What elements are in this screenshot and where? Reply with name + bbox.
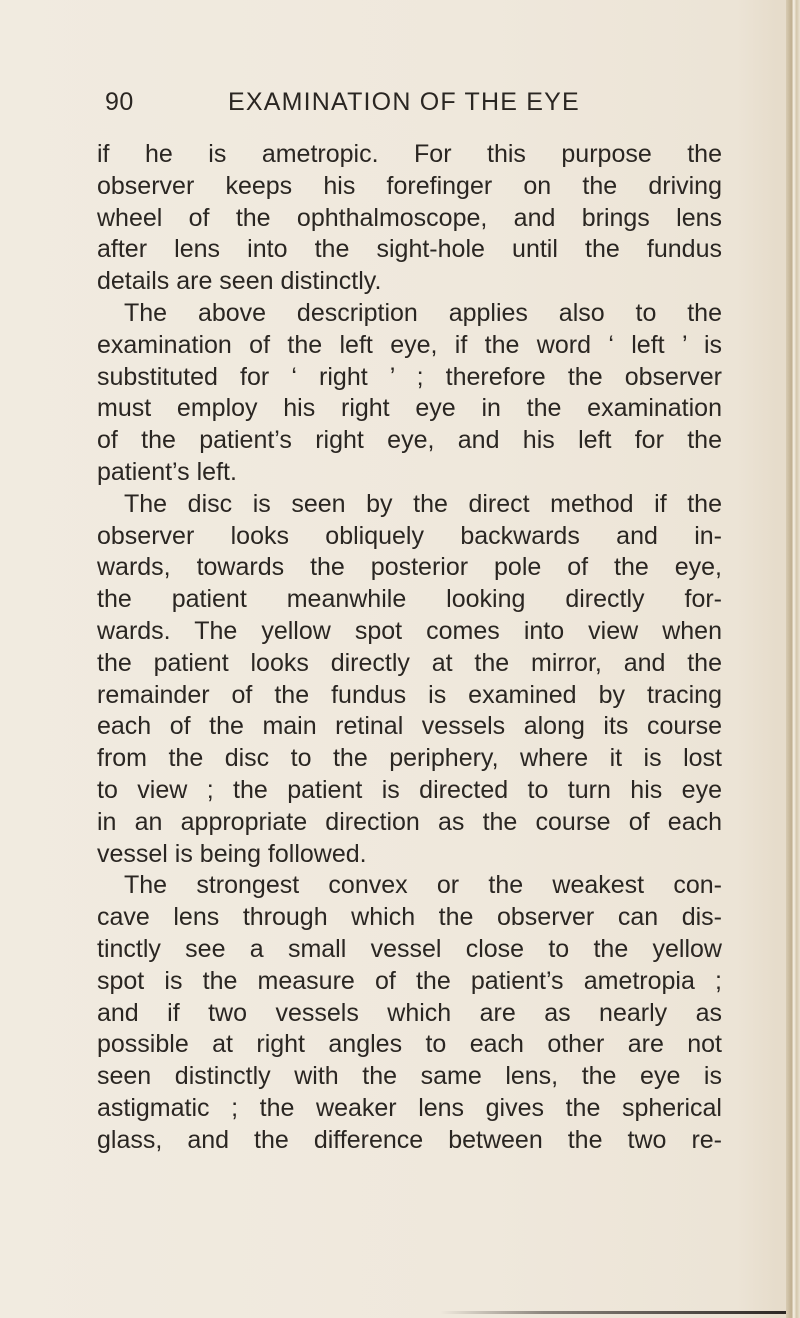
text-line: wards, towards the posterior pole of the eye, — [97, 553, 722, 582]
text-line: details are seen distinctly. — [97, 267, 382, 296]
text-line: of the patient’s right eye, and his left for the — [97, 426, 722, 455]
text-line: after lens into the sight-hole until the fundus — [97, 235, 722, 264]
text-line: the patient meanwhile looking directly for- — [97, 585, 722, 614]
text-line: observer keeps his forefinger on the driving — [97, 171, 722, 200]
text-line: if he is ametropic. For this purpose the — [97, 140, 722, 168]
text-line: astigmatic ; the weaker lens gives the spherical — [97, 1093, 722, 1122]
text-line: and if two vessels which are as nearly as — [97, 998, 722, 1027]
paragraph — [97, 298, 722, 489]
body-text — [97, 139, 722, 1157]
paragraph — [97, 489, 722, 871]
text-line: from the disc to the periphery, where it is lost — [97, 744, 722, 773]
text-line: each of the main retinal vessels along its course — [97, 712, 722, 741]
text-line: wards. The yellow spot comes into view when — [97, 616, 722, 645]
text-line: cave lens through which the observer can dis- — [97, 903, 722, 932]
text-line: in an appropriate direction as the course of each — [97, 807, 722, 836]
page-number: 90 — [105, 88, 134, 116]
text-line: The disc is seen by the direct method if the — [124, 489, 722, 518]
paragraph — [97, 870, 722, 1156]
text-line: possible at right angles to each other are not — [97, 1030, 722, 1059]
text-line: the patient looks directly at the mirror, and the — [97, 648, 722, 677]
paragraph — [97, 139, 722, 298]
text-line: tinctly see a small vessel close to the yellow — [97, 934, 722, 963]
text-line: remainder of the fundus is examined by tracing — [97, 680, 722, 709]
running-title: EXAMINATION OF THE EYE — [228, 88, 580, 116]
text-line: examination of the left eye, if the word ‘ left ’ is — [97, 330, 722, 359]
text-line: glass, and the difference between the two re- — [97, 1125, 722, 1154]
page-shadow-rule — [440, 1311, 786, 1314]
page-edge — [786, 0, 800, 1318]
text-line: to view ; the patient is directed to turn his eye — [97, 775, 722, 804]
text-line: The above description applies also to the — [124, 298, 722, 327]
text-line: The strongest convex or the weakest con- — [124, 871, 722, 900]
text-line: substituted for ‘ right ’ ; therefore the observer — [97, 362, 722, 391]
text-line: must employ his right eye in the examination — [97, 394, 722, 423]
text-line: patient’s left. — [97, 457, 237, 486]
text-line: observer looks obliquely backwards and in- — [97, 521, 722, 550]
text-line: spot is the measure of the patient’s ametropia ; — [97, 966, 722, 995]
text-line: wheel of the ophthalmoscope, and brings lens — [97, 203, 722, 232]
text-line: vessel is being followed. — [97, 839, 367, 868]
text-line: seen distinctly with the same lens, the eye is — [97, 1062, 722, 1091]
running-head — [105, 88, 725, 120]
